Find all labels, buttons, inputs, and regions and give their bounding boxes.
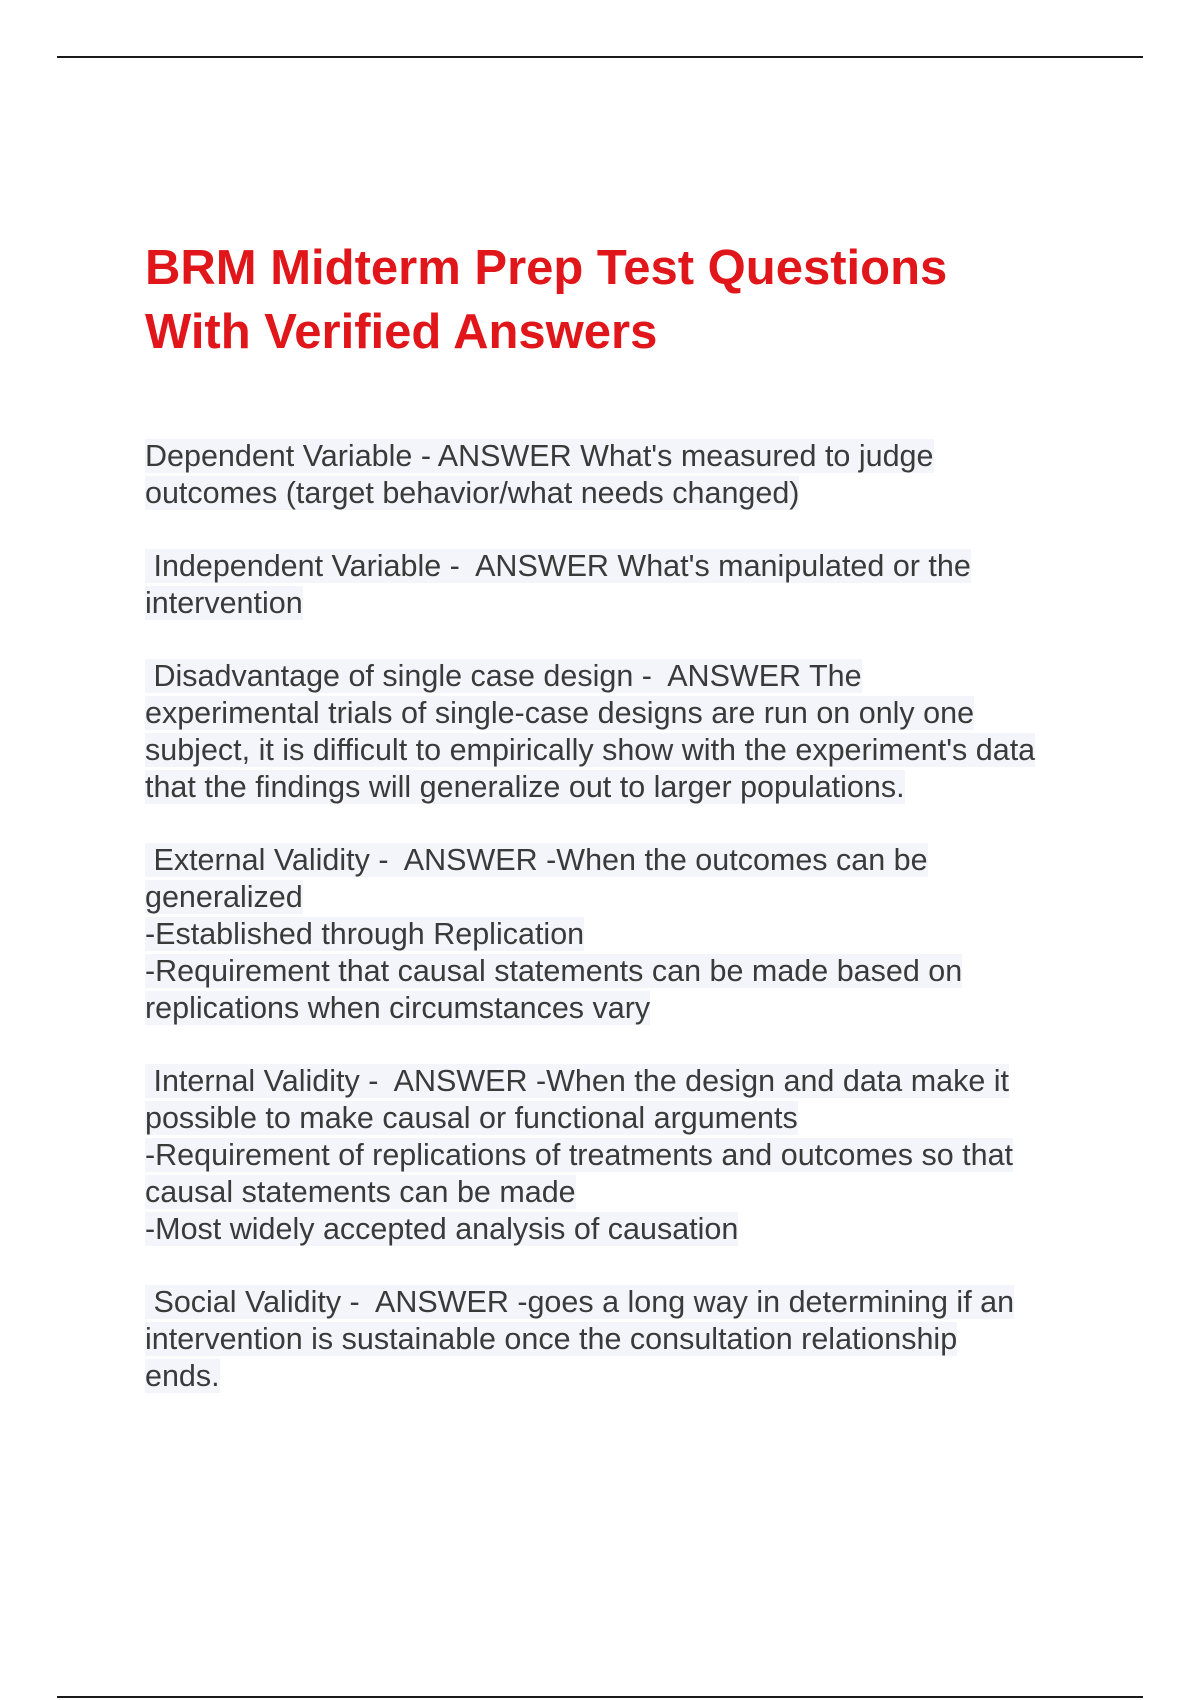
- qa-item-dependent-variable: [145, 438, 1095, 512]
- qa-item-internal-validity: [145, 1063, 1095, 1248]
- qa-item-external-validity: [145, 842, 1095, 1027]
- qa-line: -Requirement of replications of treatments and outcomes so that: [145, 1138, 1013, 1172]
- qa-line: subject, it is difficult to empirically show with the experiment's data: [145, 733, 1036, 767]
- bottom-rule: [57, 1696, 1143, 1698]
- qa-line: -Requirement that causal statements can be made based on: [145, 954, 963, 988]
- qa-item-single-case-disadvantage: [145, 658, 1095, 806]
- qa-line: Disadvantage of single case design - ANSWER The: [145, 659, 862, 693]
- top-rule: [57, 56, 1143, 58]
- qa-line: Internal Validity - ANSWER -When the design and data make it: [145, 1064, 1010, 1098]
- qa-line: ends.: [145, 1359, 220, 1393]
- qa-line: -Most widely accepted analysis of causation: [145, 1212, 739, 1246]
- qa-line: generalized: [145, 880, 303, 914]
- qa-line: -Established through Replication: [145, 917, 585, 951]
- qa-item-independent-variable: [145, 548, 1095, 622]
- qa-line: Independent Variable - ANSWER What's manipulated or the: [145, 549, 971, 583]
- title-line-1: BRM Midterm Prep Test Questions: [145, 241, 948, 295]
- qa-item-social-validity: [145, 1284, 1095, 1395]
- qa-line: experimental trials of single-case designs are run on only one: [145, 696, 975, 730]
- qa-line: intervention is sustainable once the consultation relationship: [145, 1322, 958, 1356]
- qa-line: Social Validity - ANSWER -goes a long way in determining if an: [145, 1285, 1015, 1319]
- title-line-2: With Verified Answers: [145, 305, 658, 359]
- qa-line: that the findings will generalize out to larger populations.: [145, 770, 905, 804]
- document-title: [145, 236, 1105, 364]
- qa-line: intervention: [145, 586, 303, 620]
- qa-line: outcomes (target behavior/what needs changed): [145, 476, 800, 510]
- qa-line: causal statements can be made: [145, 1175, 576, 1209]
- qa-list: [145, 438, 1095, 1431]
- qa-line: replications when circumstances vary: [145, 991, 651, 1025]
- qa-line: possible to make causal or functional arguments: [145, 1101, 798, 1135]
- qa-line: Dependent Variable - ANSWER What's measured to judge: [145, 439, 934, 473]
- qa-line: External Validity - ANSWER -When the outcomes can be: [145, 843, 928, 877]
